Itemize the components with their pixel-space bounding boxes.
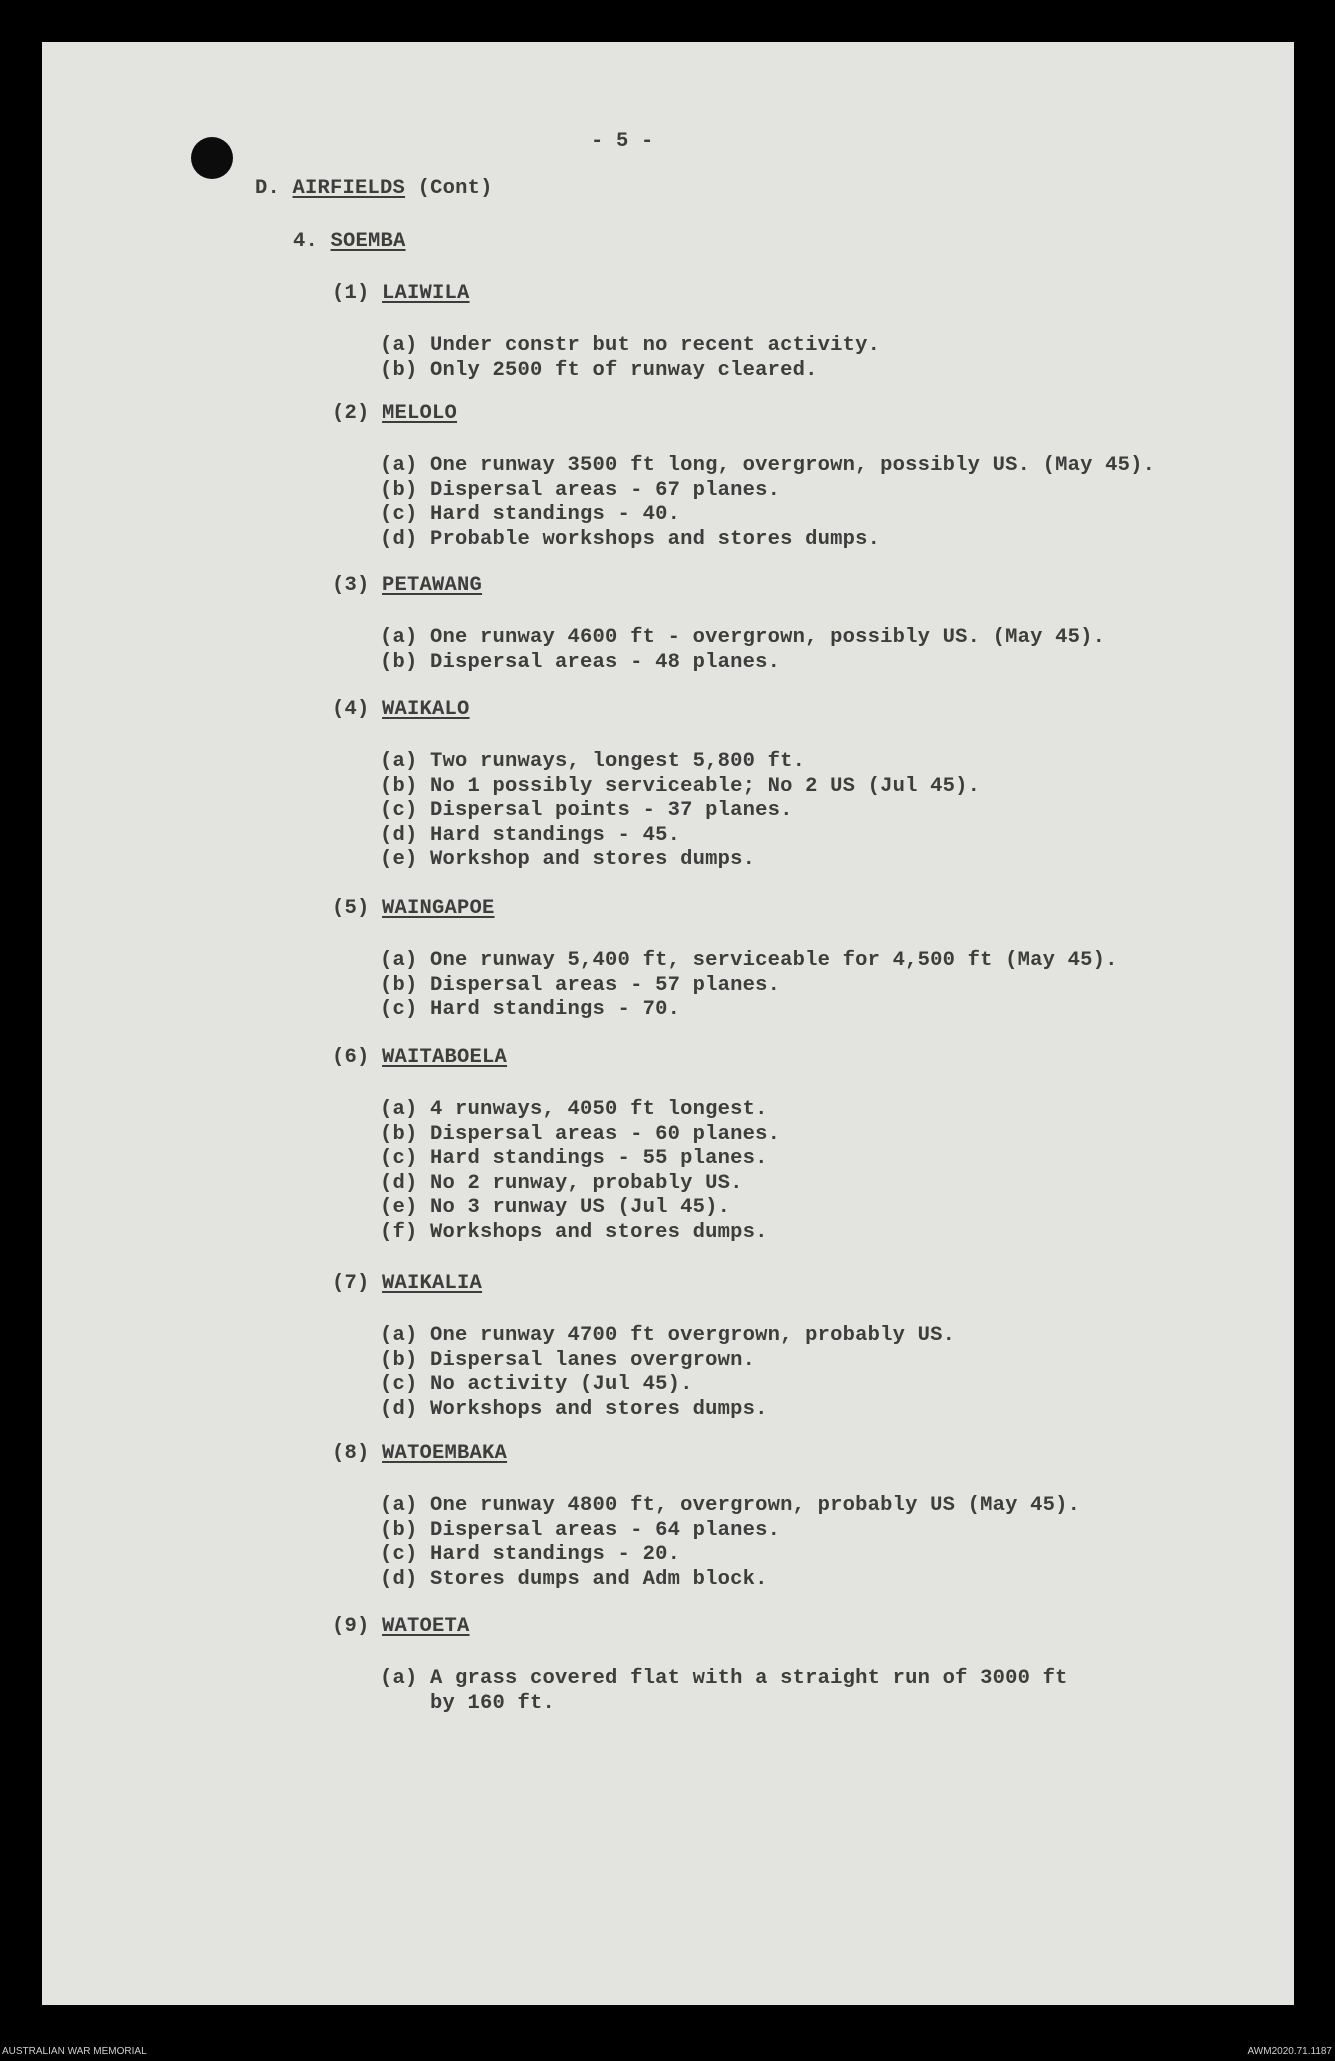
item-text: Hard standings - 20. (430, 1543, 681, 1566)
item-id: (d) (380, 1567, 418, 1591)
item-id: (b) (380, 650, 418, 674)
item-text: One runway 4800 ft, overgrown, probably US (May 45). (430, 1494, 1081, 1517)
airfield-number: (2) (332, 402, 370, 425)
section-title: AIRFIELDS (292, 177, 406, 200)
airfield-item (380, 949, 1118, 974)
item-text: Hard standings - 55 planes. (430, 1147, 768, 1170)
item-text: Dispersal areas - 57 planes. (430, 973, 781, 997)
airfield-item (380, 750, 805, 775)
item-text: One runway 4700 ft overgrown, probably US. (430, 1324, 956, 1347)
item-id: (a) (380, 750, 418, 773)
airfield-item (380, 974, 780, 999)
airfield-number: (8) (332, 1442, 370, 1465)
airfield-item (380, 651, 780, 676)
item-id: (a) (380, 334, 418, 357)
airfield-heading (332, 574, 482, 597)
item-id: (a) (380, 1667, 418, 1690)
item-id: (b) (380, 774, 418, 798)
item-text: Probable workshops and stores dumps. (430, 527, 881, 551)
item-id: (d) (380, 1171, 418, 1195)
document-page (42, 42, 1294, 2005)
item-id: (c) (380, 1373, 418, 1396)
airfield-item (380, 1098, 768, 1123)
section-suffix: (Cont) (417, 177, 493, 200)
airfield-item (380, 503, 680, 528)
airfield-name: WAIKALO (382, 698, 470, 721)
item-id: (b) (380, 1122, 418, 1146)
item-text: Under constr but no recent activity. (430, 334, 881, 357)
item-text: Stores dumps and Adm block. (430, 1567, 768, 1591)
item-id: (d) (380, 823, 418, 847)
airfield-item (380, 479, 780, 504)
item-text: Dispersal areas - 48 planes. (430, 650, 781, 674)
item-id: (d) (380, 1397, 418, 1421)
airfield-number: (1) (332, 282, 370, 305)
airfield-item (380, 1147, 768, 1172)
item-id: (c) (380, 1543, 418, 1566)
airfield-name: WATOETA (382, 1615, 470, 1638)
airfield-number: (4) (332, 698, 370, 721)
item-id: (b) (380, 1348, 418, 1372)
item-id: (a) (380, 1324, 418, 1347)
airfield-heading (332, 1442, 507, 1465)
airfield-item (380, 824, 680, 849)
item-id: (c) (380, 1147, 418, 1170)
airfield-number: (6) (332, 1046, 370, 1069)
airfield-name: WATOEMBAKA (382, 1442, 508, 1465)
item-text: Hard standings - 45. (430, 823, 681, 847)
airfield-name: PETAWANG (382, 574, 483, 597)
item-text: One runway 3500 ft long, overgrown, possibly US. (May 45). (430, 454, 1156, 477)
airfield-heading (332, 1615, 470, 1638)
item-id: (a) (380, 454, 418, 477)
item-id: (a) (380, 1494, 418, 1517)
airfield-item (380, 454, 1155, 479)
airfield-name: WAIKALIA (382, 1272, 483, 1295)
item-text: Dispersal areas - 67 planes. (430, 478, 781, 502)
airfield-item (380, 1172, 743, 1197)
airfield-item (380, 1494, 1080, 1519)
item-text: Dispersal areas - 60 planes. (430, 1122, 781, 1146)
airfield-item (380, 334, 880, 359)
item-id: (c) (380, 503, 418, 526)
item-text: One runway 5,400 ft, serviceable for 4,500 ft (May 45). (430, 949, 1118, 972)
item-text: No 2 runway, probably US. (430, 1171, 743, 1195)
subsection-number: 4. (293, 230, 319, 253)
item-id: (d) (380, 527, 418, 551)
item-text: Workshops and stores dumps. (430, 1397, 768, 1421)
item-id: (a) (380, 1098, 418, 1121)
airfield-item (380, 1123, 780, 1148)
airfield-item (380, 1568, 768, 1593)
airfield-item (380, 359, 818, 384)
item-text: One runway 4600 ft - overgrown, possibly US. (May 45). (430, 626, 1106, 649)
airfield-item (380, 998, 680, 1023)
airfield-number: (3) (332, 574, 370, 597)
item-id: (f) (380, 1220, 418, 1244)
footer-left: AUSTRALIAN WAR MEMORIAL (2, 2046, 147, 2057)
airfield-item (380, 528, 880, 553)
item-text: Two runways, longest 5,800 ft. (430, 750, 806, 773)
item-text: Hard standings - 40. (430, 503, 681, 526)
item-text: Only 2500 ft of runway cleared. (430, 358, 818, 382)
airfield-heading (332, 282, 470, 305)
airfield-number: (7) (332, 1272, 370, 1295)
item-text: No 3 runway US (Jul 45). (430, 1196, 731, 1219)
airfield-name: WAINGAPOE (382, 897, 495, 920)
airfield-item (380, 799, 793, 824)
item-text: Dispersal lanes overgrown. (430, 1348, 756, 1372)
subsection-name: SOEMBA (330, 230, 406, 253)
item-text: No activity (Jul 45). (430, 1373, 693, 1396)
item-id: (e) (380, 1196, 418, 1219)
airfield-item (380, 1349, 755, 1374)
airfield-number: (9) (332, 1615, 370, 1638)
airfield-item (380, 775, 980, 800)
airfield-item (380, 1519, 780, 1544)
airfield-item (380, 1221, 768, 1246)
airfield-heading (332, 1272, 482, 1295)
item-text: No 1 possibly serviceable; No 2 US (Jul 45). (430, 774, 981, 798)
item-id: (a) (380, 626, 418, 649)
item-text: Workshop and stores dumps. (430, 848, 756, 871)
item-id: (b) (380, 973, 418, 997)
airfield-heading (332, 698, 470, 721)
airfield-number: (5) (332, 897, 370, 920)
airfield-item (380, 848, 755, 873)
subsection-heading (293, 230, 406, 253)
section-label: D. (255, 177, 281, 200)
page-number: - 5 - (591, 130, 654, 153)
airfield-item (380, 1373, 693, 1398)
item-id: (a) (380, 949, 418, 972)
airfield-item (380, 1543, 680, 1568)
item-text: 4 runways, 4050 ft longest. (430, 1098, 768, 1121)
item-text: Dispersal areas - 64 planes. (430, 1518, 781, 1542)
airfield-name: WAITABOELA (382, 1046, 508, 1069)
item-text: A grass covered flat with a straight run of 3000 ft by 160 ft. (430, 1667, 1068, 1715)
item-id: (e) (380, 848, 418, 871)
airfield-name: LAIWILA (382, 282, 470, 305)
item-id: (c) (380, 799, 418, 822)
item-text: Hard standings - 70. (430, 998, 681, 1021)
item-text: Workshops and stores dumps. (430, 1220, 768, 1244)
airfield-item (380, 1196, 730, 1221)
airfield-item (380, 1324, 955, 1349)
airfield-item (380, 1398, 768, 1423)
punch-hole (191, 137, 233, 179)
airfield-heading (332, 402, 457, 425)
item-text: Dispersal points - 37 planes. (430, 799, 793, 822)
footer-right: AWM2020.71.1187 (1247, 2046, 1332, 2057)
airfield-item (380, 626, 1105, 651)
item-id: (b) (380, 478, 418, 502)
airfield-heading (332, 1046, 507, 1069)
item-id: (b) (380, 1518, 418, 1542)
item-id: (b) (380, 358, 418, 382)
airfield-name: MELOLO (382, 402, 458, 425)
section-heading (255, 177, 493, 200)
airfield-item (380, 1667, 1068, 1716)
item-id: (c) (380, 998, 418, 1021)
airfield-heading (332, 897, 495, 920)
